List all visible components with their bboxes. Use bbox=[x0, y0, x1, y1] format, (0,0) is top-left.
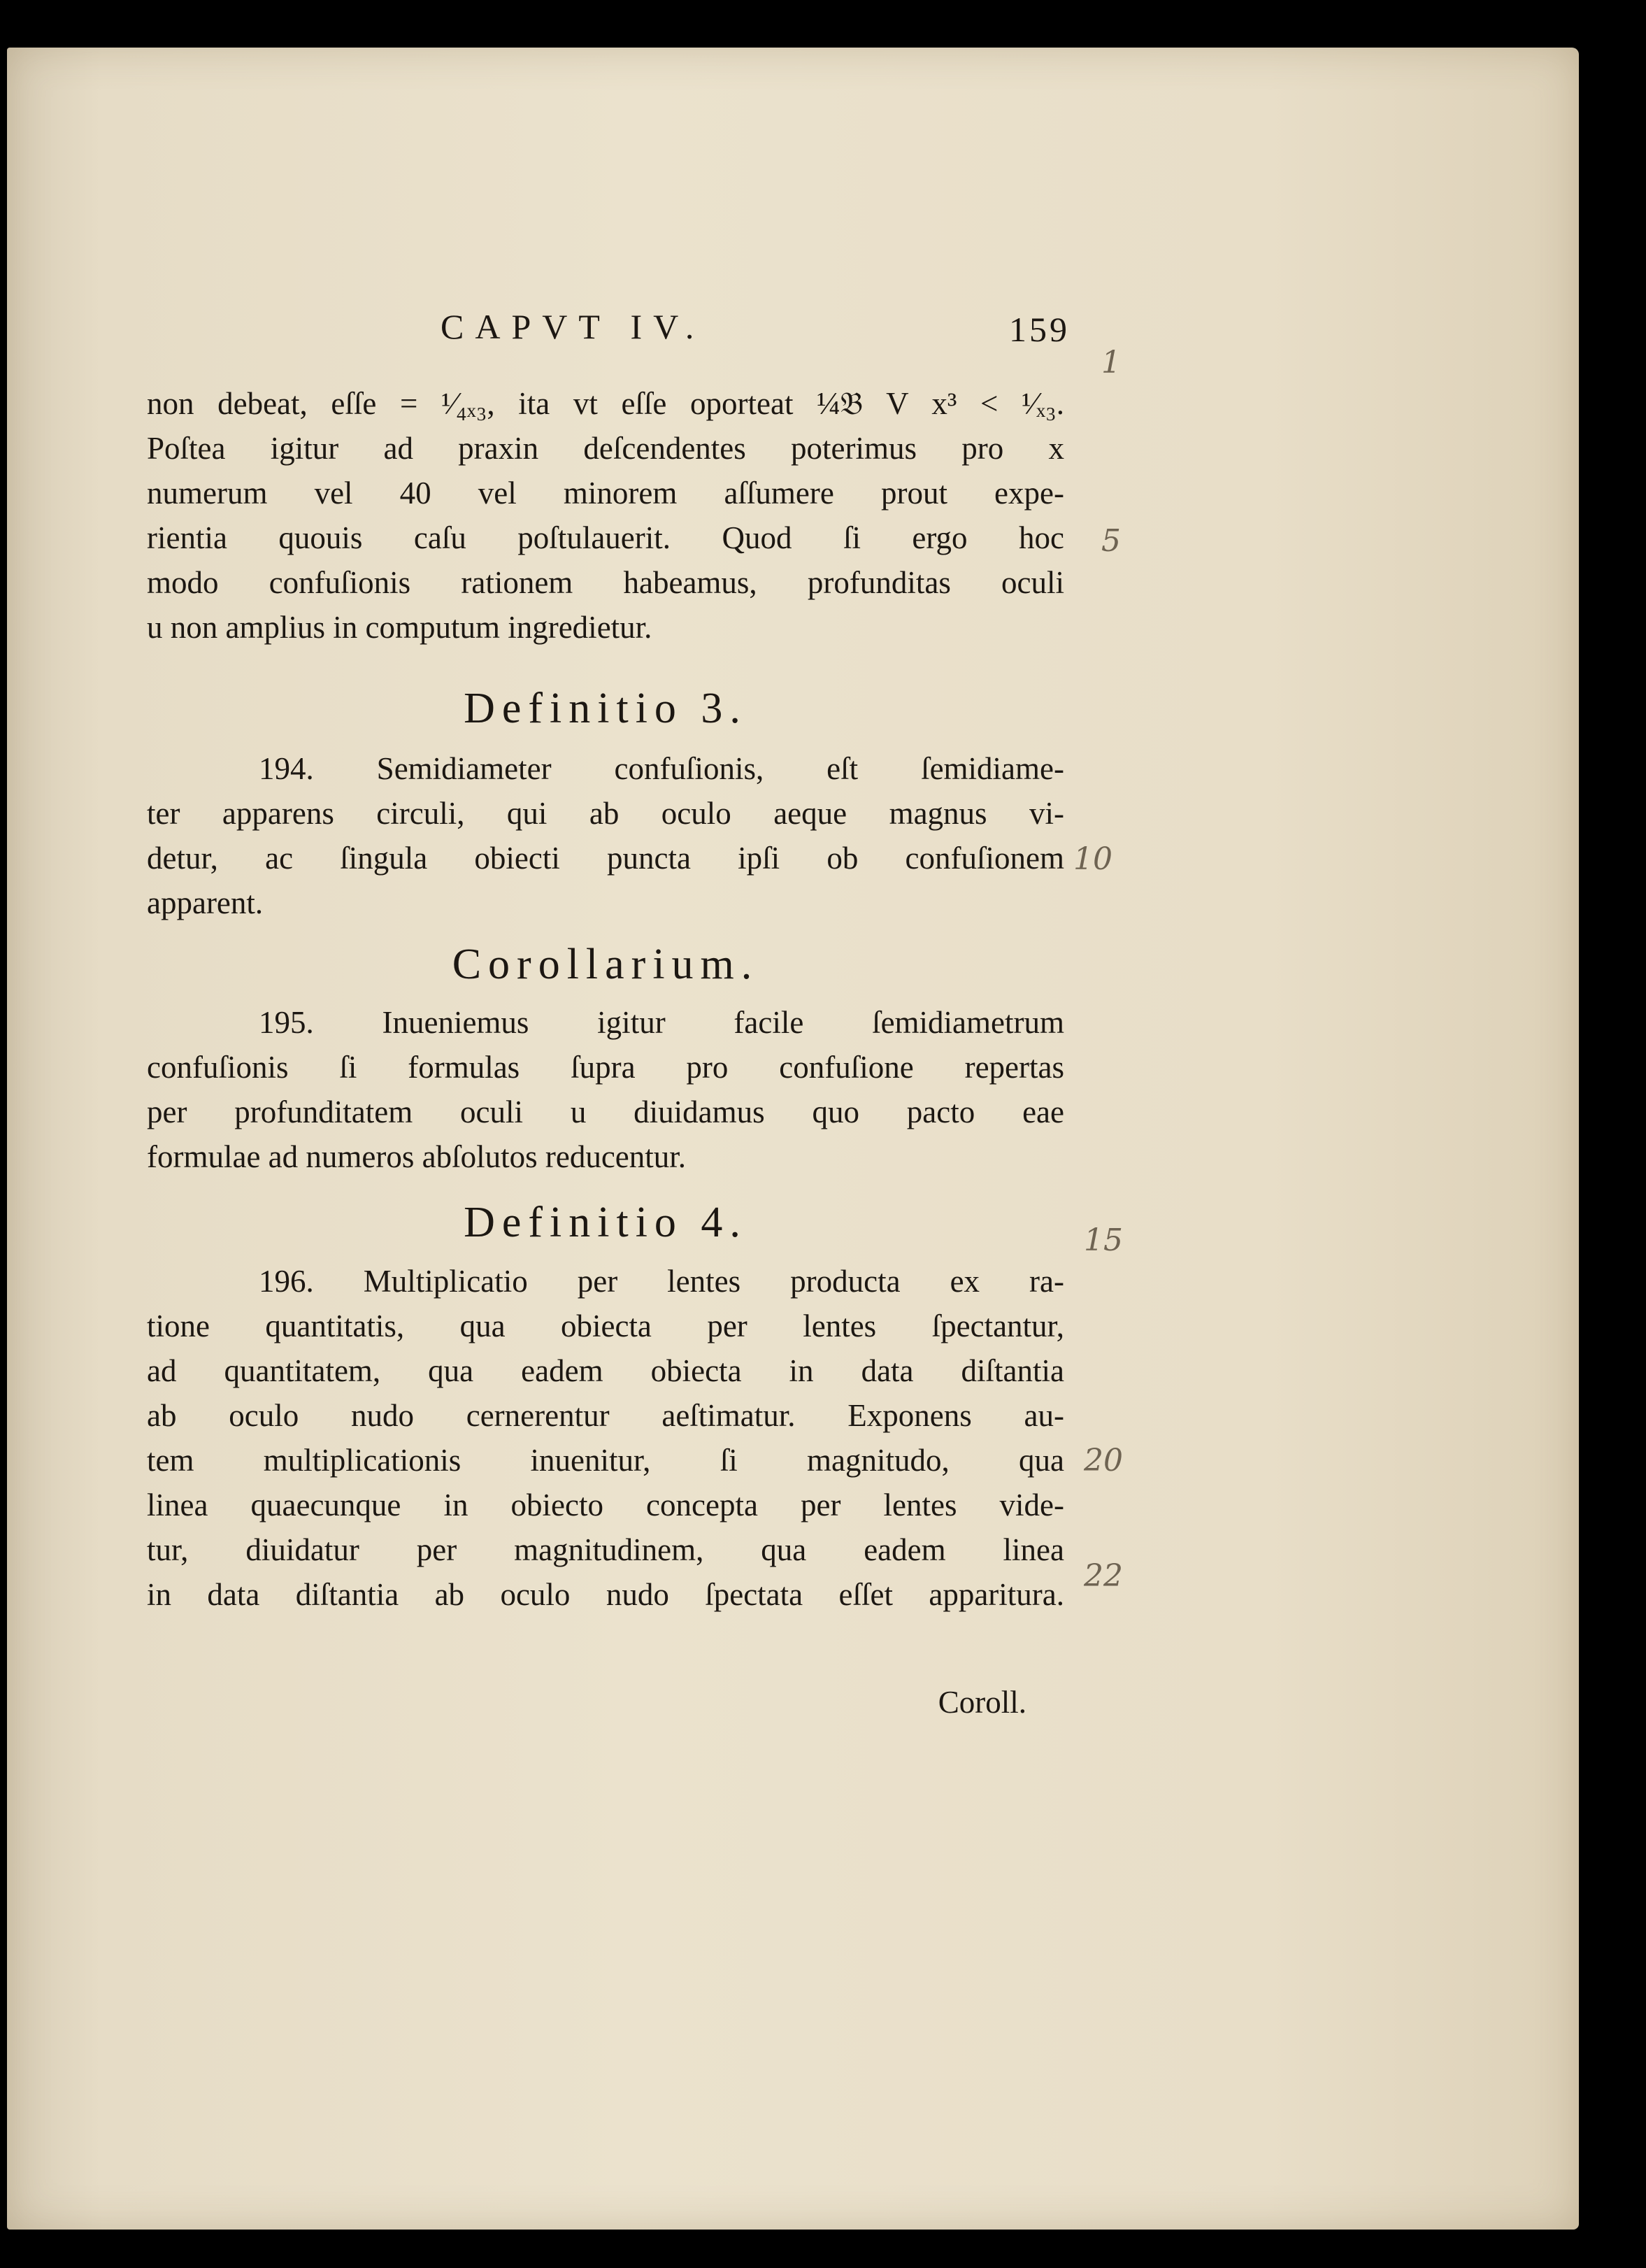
text-line: tione quantitatis, qua obiecta per lentes ſpectantur, bbox=[147, 1308, 1064, 1343]
text-line: rientia quouis caſu poſtulauerit. Quod ſi ergo hoc bbox=[147, 520, 1064, 555]
text-line: in data diſtantia ab oculo nudo ſpectata eſſet apparitura. bbox=[147, 1577, 1064, 1612]
text-line: 195. Inueniemus igitur facile ſemidiametrum bbox=[259, 1005, 1064, 1040]
text-line: u non amplius in computum ingredietur. bbox=[147, 610, 652, 645]
text-line: apparent. bbox=[147, 885, 264, 920]
text-line: detur, ac ſingula obiecti puncta ipſi ob confuſionem bbox=[147, 841, 1064, 876]
chapter-title: CAPVT IV. bbox=[441, 307, 706, 346]
margin-line-number: 1 bbox=[1101, 345, 1121, 380]
text-line: non debeat, eſſe = ¹⁄₄ₓ₃, ita vt eſſe oporteat ¼𝔅 V x³ < ¹⁄ₓ₃. bbox=[147, 386, 1064, 421]
text-line: tem multiplicationis inuenitur, ſi magnitudo, qua bbox=[147, 1443, 1064, 1478]
margin-line-number: 22 bbox=[1084, 1558, 1123, 1594]
catchword: Coroll. bbox=[938, 1685, 1026, 1720]
text-line: linea quaecunque in obiecto concepta per lentes vide- bbox=[147, 1488, 1064, 1522]
text-line: ter apparens circuli, qui ab oculo aeque magnus vi- bbox=[147, 796, 1064, 831]
margin-line-number: 10 bbox=[1073, 841, 1112, 877]
section-heading-definitio-4: Definitio 4. bbox=[464, 1199, 747, 1246]
text-line: modo confuſionis rationem habeamus, profunditas oculi bbox=[147, 565, 1064, 600]
text-line: 196. Multiplicatio per lentes producta ex ra- bbox=[259, 1264, 1064, 1299]
page-number: 159 bbox=[1009, 310, 1070, 349]
running-header bbox=[147, 306, 1070, 355]
section-heading-definitio-3: Definitio 3. bbox=[464, 685, 747, 732]
text-line: ab oculo nudo cernerentur aeſtimatur. Exponens au- bbox=[147, 1398, 1064, 1433]
text-line: numerum vel 40 vel minorem aſſumere prout expe- bbox=[147, 476, 1064, 511]
section-heading-corollarium: Corollarium. bbox=[452, 941, 759, 988]
text-line: 194. Semidiameter confuſionis, eſt ſemidiame- bbox=[259, 751, 1064, 786]
text-line: confuſionis ſi formulas ſupra pro confuſione repertas bbox=[147, 1050, 1064, 1085]
book-page bbox=[7, 48, 1579, 2230]
text-line: formulae ad numeros abſolutos reducentur. bbox=[147, 1139, 687, 1174]
text-line: tur, diuidatur per magnitudinem, qua eadem linea bbox=[147, 1532, 1064, 1567]
margin-line-number: 15 bbox=[1084, 1222, 1123, 1258]
margin-line-number: 5 bbox=[1101, 523, 1121, 559]
text-line: Poſtea igitur ad praxin deſcendentes poterimus pro x bbox=[147, 431, 1064, 466]
text-line: per profunditatem oculi u diuidamus quo pacto eae bbox=[147, 1094, 1064, 1129]
margin-line-number: 20 bbox=[1084, 1443, 1123, 1478]
text-line: ad quantitatem, qua eadem obiecta in data diſtantia bbox=[147, 1353, 1064, 1388]
